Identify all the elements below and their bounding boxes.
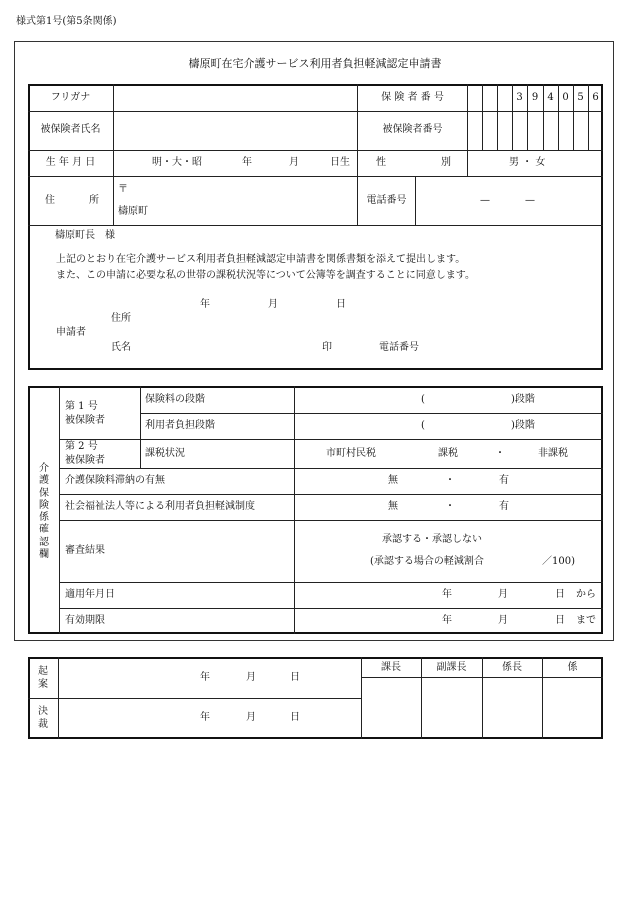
insurer-digit: 4 — [547, 92, 554, 103]
address-label-2: 所 — [89, 195, 99, 206]
dob-label: 生 年 月 日 — [45, 157, 96, 168]
role-deputy-chief: 副課長 — [436, 662, 467, 673]
premium-stage-label: 保険料の段階 — [145, 394, 205, 405]
separator-dot: ・ — [495, 448, 505, 459]
draft-label: 起 案 — [38, 666, 48, 690]
addressee: 檮原町長 様 — [55, 230, 115, 241]
effective-month: 月 — [498, 589, 508, 600]
burden-stage-label: 利用者負担段階 — [145, 420, 215, 431]
tax-status-label: 課税状況 — [145, 448, 185, 459]
applicant-address-label: 住所 — [111, 313, 131, 324]
type1-label-2: 被保険者 — [65, 415, 105, 426]
taxed-option[interactable]: 課税 — [438, 448, 458, 459]
welfare-none[interactable]: 無 — [388, 501, 398, 512]
type2-label: 第 2 号 — [65, 441, 98, 452]
validity-month: 月 — [498, 615, 508, 626]
form-number: 様式第1号(第5条関係) — [16, 16, 117, 27]
form-title: 檮原町在宅介護サービス利用者負担軽減認定申請書 — [188, 57, 442, 70]
phone-label: 電話番号 — [366, 195, 407, 206]
insurer-digit: 5 — [577, 92, 584, 103]
stage-suffix: )段階 — [511, 394, 535, 405]
verification-side-label: 介 護 保 険 係 確 認 欄 — [39, 463, 49, 561]
effective-date-label: 適用年月日 — [65, 589, 115, 600]
reduction-ratio: (承認する場合の軽減割合 — [370, 556, 484, 567]
address-label: 住 — [45, 195, 55, 206]
validity-label: 有効期限 — [65, 615, 105, 626]
decision-label: 決 裁 — [38, 706, 48, 730]
furigana-label: フリガナ — [50, 92, 91, 103]
seal-mark: 印 — [322, 342, 332, 353]
date-year: 年 — [200, 299, 210, 310]
validity-year: 年 — [442, 615, 452, 626]
sex-label-2: 別 — [441, 157, 451, 168]
validity-until: まで — [576, 615, 596, 626]
dob-month: 月 — [289, 157, 299, 168]
nontaxed-option[interactable]: 非課税 — [538, 448, 568, 459]
dob-day-suffix: 日生 — [330, 157, 350, 168]
date-month: 月 — [268, 299, 278, 310]
sex-label: 性 — [376, 157, 386, 168]
insurer-digit: 3 — [516, 92, 523, 103]
address-input[interactable] — [160, 203, 352, 221]
insurer-digit: 6 — [592, 92, 599, 103]
town-name: 檮原町 — [118, 206, 148, 217]
insured-name-input[interactable] — [118, 116, 352, 146]
paren-open: ( — [421, 394, 425, 405]
insured-number-label: 被保険者番号 — [382, 124, 443, 135]
insurer-number-label: 保 険 者 番 号 — [381, 92, 444, 103]
draft-year: 年 — [200, 672, 210, 683]
declaration-line-1: 上記のとおり在宅介護サービス利用者負担軽減認定申請書を関係書類を添えて提出します。 — [56, 254, 466, 265]
insurer-digit: 0 — [562, 92, 569, 103]
type2-label-2: 被保険者 — [65, 455, 105, 466]
approve-options[interactable]: 承認する・承認しない — [382, 534, 482, 545]
era-options[interactable]: 明・大・昭 — [152, 157, 202, 168]
effective-day: 日 — [555, 589, 565, 600]
declaration-line-2: また、この申請に必要な私の世帯の課税状況等について公簿等を調査することに同意します。 — [56, 270, 475, 281]
date-day: 日 — [336, 299, 346, 310]
phone-dash: — — [480, 195, 490, 206]
arrears-label: 介護保険料滞納の有無 — [65, 475, 165, 486]
validity-day: 日 — [555, 615, 565, 626]
separator-dot: ・ — [445, 475, 455, 486]
stage-suffix: )段階 — [511, 420, 535, 431]
sex-options[interactable]: 男 ・ 女 — [509, 157, 546, 168]
role-staff: 係 — [567, 662, 578, 673]
reduction-ratio-tail: ／100) — [542, 556, 575, 567]
welfare-yes[interactable]: 有 — [499, 501, 509, 512]
applicant-name-label: 氏名 — [111, 342, 131, 353]
applicant-label: 申請者 — [56, 327, 86, 338]
muni-tax-label: 市町村民税 — [326, 448, 376, 459]
decision-year: 年 — [200, 712, 210, 723]
decision-day: 日 — [290, 712, 300, 723]
draft-month: 月 — [246, 672, 256, 683]
draft-day: 日 — [290, 672, 300, 683]
postal-mark: 〒 — [118, 184, 128, 195]
phone-dash: — — [525, 195, 535, 206]
type1-label: 第 1 号 — [65, 401, 98, 412]
review-label: 審査結果 — [65, 545, 105, 556]
furigana-input[interactable] — [118, 88, 352, 108]
applicant-phone-label: 電話番号 — [379, 342, 419, 353]
welfare-label: 社会福祉法人等による利用者負担軽減制度 — [65, 501, 255, 512]
decision-month: 月 — [246, 712, 256, 723]
effective-year: 年 — [442, 589, 452, 600]
insured-name-label: 被保険者氏名 — [40, 124, 101, 135]
dob-year: 年 — [242, 157, 252, 168]
arrears-none[interactable]: 無 — [388, 475, 398, 486]
insurer-digit: 9 — [531, 92, 539, 103]
arrears-yes[interactable]: 有 — [499, 475, 509, 486]
separator-dot: ・ — [445, 501, 455, 512]
role-subsection-chief: 係長 — [502, 662, 522, 673]
effective-from: から — [576, 589, 596, 600]
role-section-chief: 課長 — [381, 662, 401, 673]
paren-open: ( — [421, 420, 425, 431]
